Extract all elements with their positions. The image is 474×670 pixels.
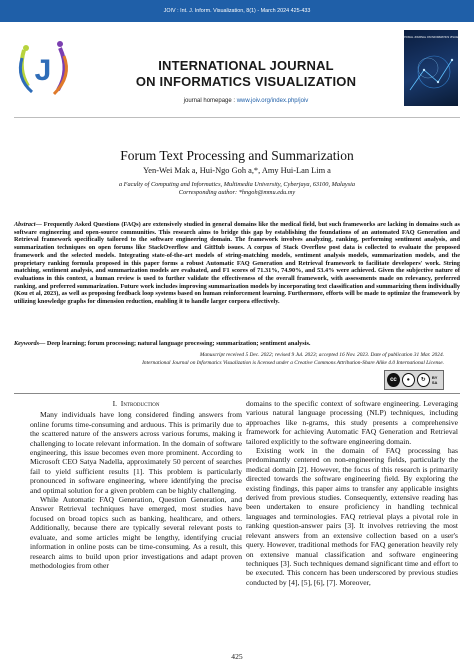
homepage-link[interactable]: www.joiv.org/index.php/joiv bbox=[236, 98, 309, 104]
paragraph: While Automatic FAQ Generation, Question Generation, and Answer Retrieval techniques have emerged, most studies have focused on broad topics such as banking, healthcare, and others. Additionally, because there are typically several relevant posts to evaluate, and some articles might be lengthy, identifying crucial information in online posts can be time-consuming. As a result, this research aims to build upon prior investigations and adapt proven methodologies from other bbox=[30, 495, 242, 570]
journal-title: INTERNATIONAL JOURNAL ON INFORMATICS VISUALIZATION bbox=[135, 58, 357, 89]
cover-graphic bbox=[392, 30, 470, 106]
journal-logo bbox=[14, 30, 72, 106]
running-head: JOIV : Int. J. Inform. Visualization, 8(1) - March 2024 425-433 bbox=[0, 0, 474, 22]
abstract: Abstract— Frequently Asked Questions (FAQs) are extensively studied in general domains like the medical field, but such frameworks are lacking in domains such as software engineering and open-source communities. This research aims to bridge this gap by establishing the foundations of an automated FAQ Generation and Retrieval framework specifically tailored to the software engineering domain. The framework involves analyzing, ranking, performing sentiment analysis, and summarization techniques on open forums like StackOverflow and GitHub issues. A corpus of Stack Overflow post data is collected to evaluate the proposed framework and the selected models. Integrating state-of-the-art models of string-matching models, sentiment analysis models, summarization models, and the proprietary ranking formula proposed in this paper forms a robust Automatic FAQ Generation and Retrieval framework to facilitate developers' work. String matching, sentiment analysis, and summarization models are evaluated, and F1 scores of 71.31%, 74.90%, and 53.4% were achieved. Given the subjective nature of evaluations in this context, a human review is used to further validate the effectiveness of the overall framework, with assessments made on relevancy, preferred ranking, and preferred summarization. Future work includes improving summarization models by incorporating text classification and summarizing them individually (Kou et al, 2023), as well as proposing feedback loop systems based on human reinforcement learning. Furthermore, efforts will be made to optimize the framework by utilizing knowledge graphs for dimension reduction, enabling it to handle larger corpora effectively. bbox=[14, 221, 460, 306]
corresponding-author: Corresponding author: *hngoh@mmu.edu.my bbox=[178, 189, 296, 196]
cc-icon: cc bbox=[387, 373, 400, 387]
license-statement: International Journal on Informatics Visualization is licensed under a Creative Commons Attribution-Share Alike 4.0 International License. bbox=[142, 360, 444, 366]
left-column bbox=[30, 399, 242, 570]
paragraph: domains to the specific context of software engineering. Leveraging various natural language processing (NLP) techniques, including approaches like n-grams, this study presents a comprehensive framework for achieving Automatic FAQ Generation and Retrieval tailored explicitly to the software engineering domain. bbox=[246, 399, 458, 446]
journal-homepage: journal homepage : www.joiv.org/index.php/joiv bbox=[183, 98, 309, 104]
cc-license-badge[interactable] bbox=[384, 370, 444, 390]
paper-authors: Yen-Wei Mak a, Hui-Ngo Goh a,*, Amy Hui-Lan Lim a bbox=[143, 166, 331, 175]
journal-cover-thumbnail bbox=[392, 30, 470, 106]
keywords: Keywords— Deep learning; forum processing; natural language processing; summarization; sentiment analysis. bbox=[14, 340, 311, 347]
share-alike-icon: ↻ bbox=[417, 373, 430, 387]
paragraph: Many individuals have long considered finding answers from online forums time-consuming and arduous. This is primarily due to the scattered nature of the answers across various forums, making it challenging to locate relevant information. In the domain of software engineering, this issue becomes even more prominent. According to Microsoft CEO Satya Nadella, approximately 50 percent of searches fail to yield sufficient results [1]. This problem is particularly pronounced in software engineering, where identifying the precise and optimal solution for a given problem can be highly challenging. bbox=[30, 410, 242, 495]
manuscript-dates: Manuscript received 5 Dec. 2022; revised 9 Jul. 2023; accepted 16 Nov. 2023. Date of publication 31 Mar. 2024. bbox=[199, 352, 444, 358]
paragraph: Existing work in the domain of FAQ processing has predominantly centered on non-engineering fields, particularly the medical domain [2]. However, the focus of this research is primarily directed towards the software engineering field. By exploring the existing findings, this paper aims to transfer any applicable insights derived from previous studies. Consequently, extensive reading has been undertaken to ensure proficiency in handling technical languages and terminologies. FAQ retrieval plays a pivotal role in ranking question-answer pairs [3]. It involves retrieving the most relevant answers from an extensive collection based on a user's query. However, traditional methods for FAQ generation heavily rely on extensive manual classification and software engineering techniques [3]. Such techniques demand significant time and effort to be executed. This concern has been underscored by previous studies conducted by [4], [5], [6], [7]. Moreover, bbox=[246, 446, 458, 587]
right-column bbox=[246, 399, 458, 587]
paper-title: Forum Text Processing and Summarization bbox=[120, 148, 354, 163]
section-heading: I. Introduction bbox=[112, 399, 160, 408]
svg-text:J: J bbox=[34, 54, 52, 87]
page-number: 425 bbox=[231, 652, 243, 661]
abstract-divider bbox=[14, 393, 460, 394]
attribution-icon: ● bbox=[402, 373, 415, 387]
author-affiliation: a Faculty of Computing and Informatics, Multimedia University, Cyberjaya, 63100, Malaysia Corresponding author: *hngoh@mmu.edu.my bbox=[40, 181, 434, 197]
cc-badge-label: BY SA bbox=[431, 375, 438, 385]
header-divider bbox=[14, 117, 460, 118]
svg-text:INTERNATIONAL JOURNAL ON INFOR: INTERNATIONAL JOURNAL ON INFORMATICS VISUALIZATION bbox=[392, 36, 470, 39]
